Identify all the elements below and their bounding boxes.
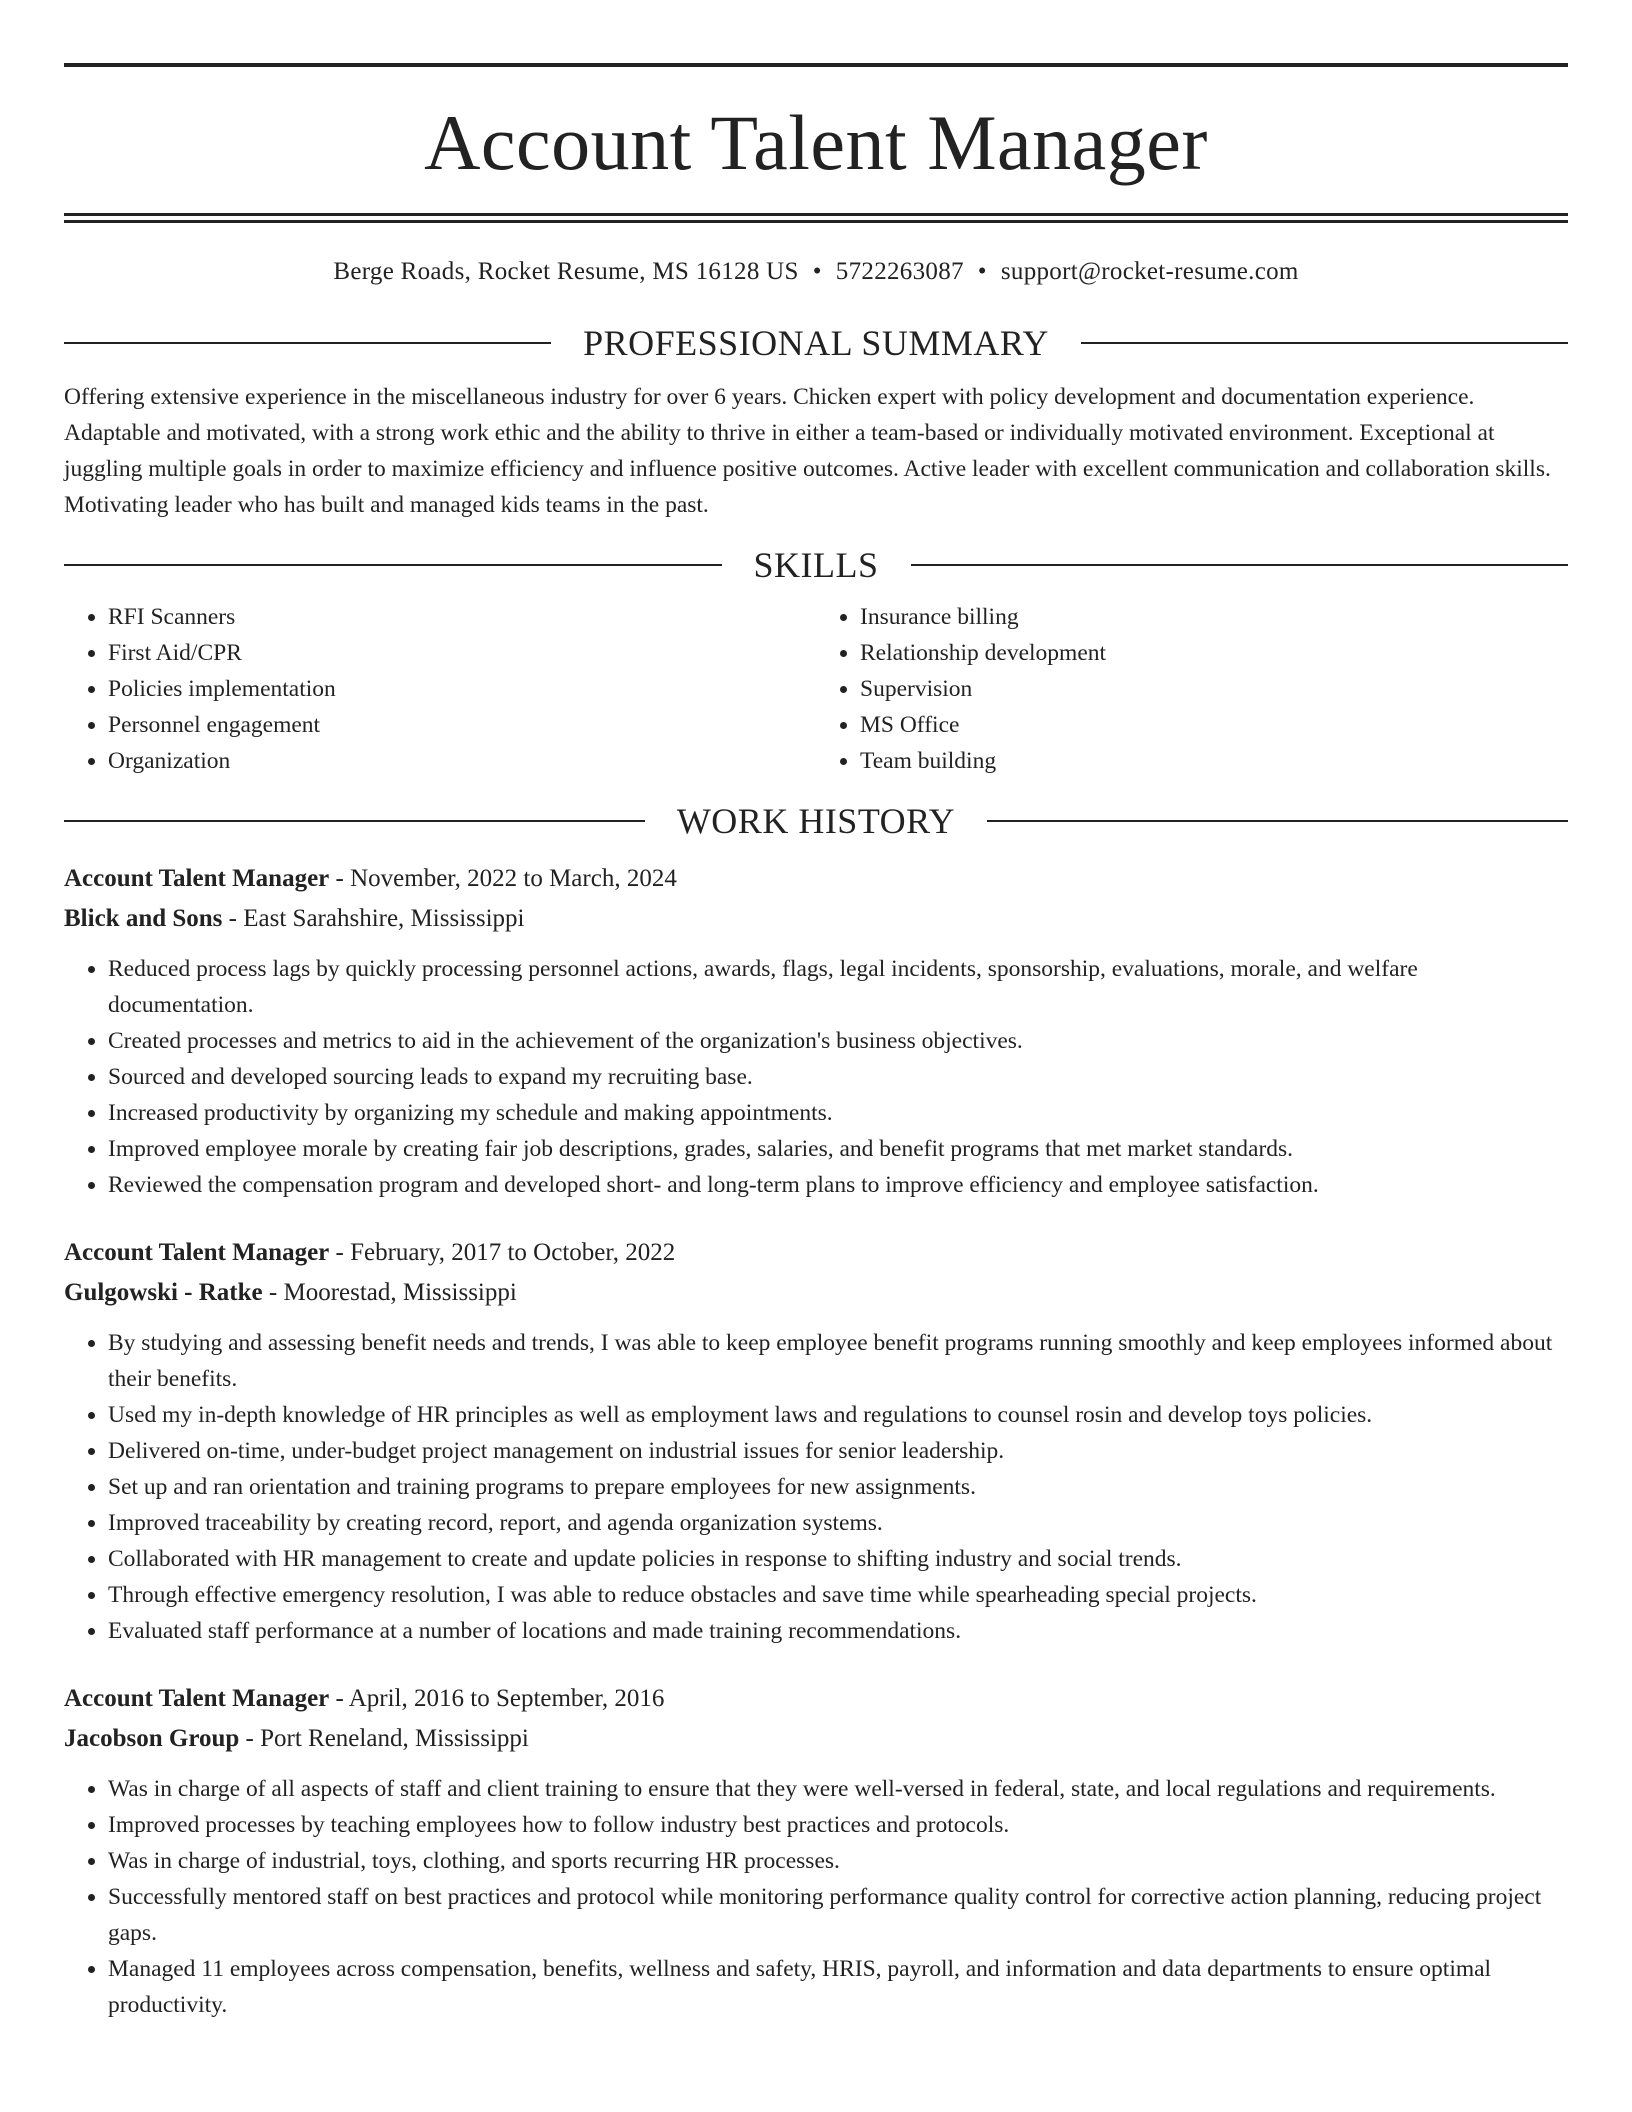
contact-separator: • [812, 258, 822, 285]
job-bullet: • Managed 11 employees across compensation, benefits, wellness and safety, HRIS, payroll, and information and data departments to ensure optimal productivity. [108, 1951, 1568, 2023]
heading-rule-left [64, 820, 645, 822]
contact-address: Berge Roads, Rocket Resume, MS 16128 US [333, 258, 799, 285]
job-bullet: • Improved traceability by creating record, report, and agenda organization systems. [108, 1505, 1568, 1541]
job-bullets [64, 951, 1568, 1203]
job-company: Blick and Sons [64, 905, 223, 932]
job-location: - East Sarahshire, Mississippi [222, 905, 525, 932]
job-bullet: • Reduced process lags by quickly processing personnel actions, awards, flags, legal incidents, sponsorship, evaluations, morale, and welfare documentation. [108, 951, 1568, 1023]
job-bullet: • Sourced and developed sourcing leads to expand my recruiting base. [108, 1059, 1568, 1095]
job-title-line [64, 1679, 1568, 1719]
contact-separator: • [977, 258, 987, 285]
skill-item: • Insurance billing [860, 599, 1568, 635]
job-bullet: • By studying and assessing benefit needs and trends, I was able to keep employee benefit programs running smoothly and keep employees informed about their benefits. [108, 1325, 1568, 1397]
job-company-line [64, 899, 1568, 939]
job-company: Gulgowski - Ratke [64, 1279, 263, 1306]
job-bullet: • Increased productivity by organizing my schedule and making appointments. [108, 1095, 1568, 1131]
resume-title: Account Talent Manager [424, 99, 1208, 186]
job-bullet: • Collaborated with HR management to create and update policies in response to shifting industry and social trends. [108, 1541, 1568, 1577]
skills-list-left [64, 599, 816, 779]
job-bullet: • Reviewed the compensation program and developed short- and long-term plans to improve efficiency and employee satisfaction. [108, 1167, 1568, 1203]
heading-rule-right [911, 564, 1569, 566]
job-company-line [64, 1719, 1568, 1759]
skill-item: • Supervision [860, 671, 1568, 707]
job-bullet: • Created processes and metrics to aid in the achievement of the organization's business objectives. [108, 1023, 1568, 1059]
job-title: Account Talent Manager [64, 865, 330, 892]
job-bullet: • Evaluated staff performance at a number of locations and made training recommendations. [108, 1613, 1568, 1649]
skill-item: • Organization [108, 743, 816, 779]
job-bullets [64, 1325, 1568, 1649]
title-double-rule [64, 213, 1568, 223]
skill-item: • RFI Scanners [108, 599, 816, 635]
job-title-line [64, 859, 1568, 899]
job-title: Account Talent Manager [64, 1685, 330, 1712]
job-location: - Moorestad, Mississippi [262, 1279, 517, 1306]
skill-item: • Personnel engagement [108, 707, 816, 743]
job-dates: - April, 2016 to September, 2016 [329, 1685, 665, 1712]
job-entry [64, 1679, 1568, 2023]
job-entry [64, 859, 1568, 1203]
summary-heading: PROFESSIONAL SUMMARY [583, 323, 1049, 363]
heading-rule-left [64, 342, 551, 344]
job-bullet: • Improved employee morale by creating fair job descriptions, grades, salaries, and benefit programs that met market standards. [108, 1131, 1568, 1167]
top-rule [64, 63, 1568, 67]
skill-item: • Relationship development [860, 635, 1568, 671]
heading-rule-right [987, 820, 1568, 822]
job-bullet: • Successfully mentored staff on best practices and protocol while monitoring performance quality control for corrective action planning, reducing project gaps. [108, 1879, 1568, 1951]
job-bullet: • Delivered on-time, under-budget project management on industrial issues for senior leadership. [108, 1433, 1568, 1469]
skills-columns [64, 599, 1568, 779]
job-company-line [64, 1273, 1568, 1313]
job-dates: - November, 2022 to March, 2024 [329, 865, 677, 892]
summary-section-heading [64, 323, 1568, 363]
skills-heading: SKILLS [753, 545, 879, 585]
contact-phone: 5722263087 [835, 258, 964, 285]
job-bullet: • Improved processes by teaching employees how to follow industry best practices and protocols. [108, 1807, 1568, 1843]
contact-email: support@rocket-resume.com [1000, 258, 1299, 285]
job-bullet: • Through effective emergency resolution, I was able to reduce obstacles and save time while spearheading special projects. [108, 1577, 1568, 1613]
job-bullet: • Used my in-depth knowledge of HR principles as well as employment laws and regulations to counsel rosin and develop toys policies. [108, 1397, 1568, 1433]
skill-item: • Policies implementation [108, 671, 816, 707]
skill-item: • MS Office [860, 707, 1568, 743]
work-section-heading [64, 801, 1568, 841]
skills-list-right [816, 599, 1568, 779]
skill-item: • First Aid/CPR [108, 635, 816, 671]
skills-section-heading [64, 545, 1568, 585]
heading-rule-right [1081, 342, 1568, 344]
resume-page [64, 0, 1568, 2023]
skill-item: • Team building [860, 743, 1568, 779]
job-bullet: • Was in charge of all aspects of staff and client training to ensure that they were well-versed in federal, state, and local regulations and requirements. [108, 1771, 1568, 1807]
work-heading: WORK HISTORY [676, 801, 956, 841]
job-bullet: • Set up and ran orientation and training programs to prepare employees for new assignments. [108, 1469, 1568, 1505]
work-history-list [64, 859, 1568, 2023]
job-company: Jacobson Group [64, 1725, 240, 1752]
heading-rule-left [64, 564, 722, 566]
job-bullets [64, 1771, 1568, 2023]
job-title: Account Talent Manager [64, 1239, 330, 1266]
job-entry [64, 1233, 1568, 1649]
summary-text: Offering extensive experience in the miscellaneous industry for over 6 years. Chicken expert with policy development and documentation experience. Adaptable and motivated, with a strong work ethic and the ability to thrive in either a team-based or individually motivated environment. Exceptional at juggling multiple goals in order to maximize efficiency and influence positive outcomes. Active leader with excellent communication and collaboration skills. Motivating leader who has built and managed kids teams in the past. [64, 384, 1551, 518]
job-bullet: • Was in charge of industrial, toys, clothing, and sports recurring HR processes. [108, 1843, 1568, 1879]
job-dates: - February, 2017 to October, 2022 [329, 1239, 676, 1266]
job-title-line [64, 1233, 1568, 1273]
job-location: - Port Reneland, Mississippi [239, 1725, 529, 1752]
contact-line [64, 257, 1568, 287]
